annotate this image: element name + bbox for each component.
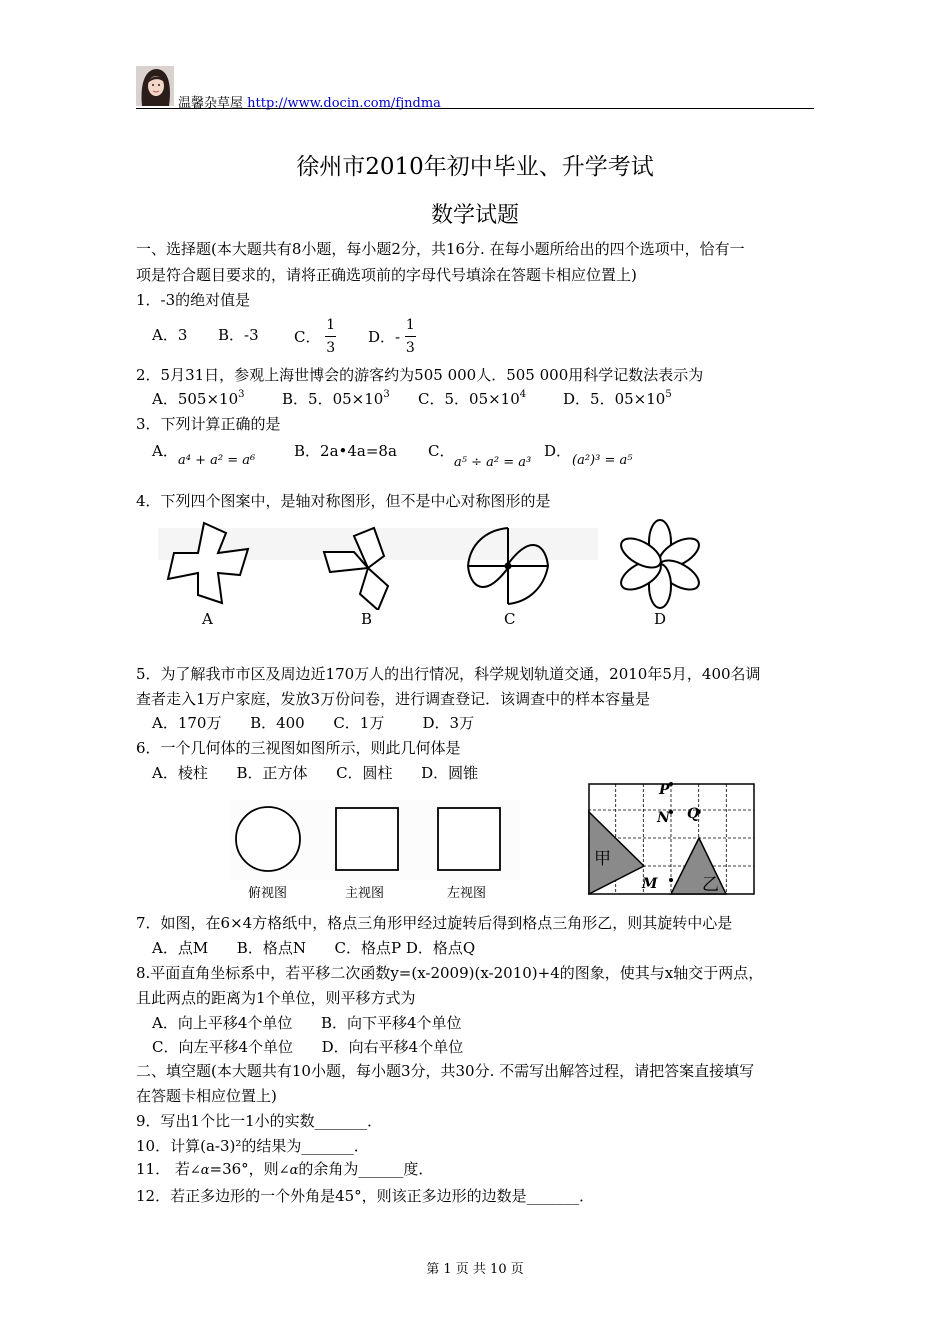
label-yi: 乙 <box>702 875 719 895</box>
q2-option-b <box>282 388 390 409</box>
q1-c-fraction <box>325 314 336 359</box>
q1-d-denominator: 3 <box>405 340 415 356</box>
label-jia: 甲 <box>594 849 611 869</box>
q1-c-denominator: 3 <box>326 340 336 356</box>
section2-intro-2: 在答题卡相应位置上) <box>136 1087 277 1105</box>
q7-grid-figure <box>588 782 756 900</box>
q11-angle2: ∠α <box>278 1163 299 1178</box>
figure-d <box>616 520 703 608</box>
q2-d-base: D．5．05×10 <box>563 390 666 408</box>
q4-label-a: A <box>202 610 213 628</box>
q1-c-numerator: 1 <box>325 314 336 337</box>
q2-a-base: A．505×10 <box>152 390 239 408</box>
point-p: P <box>659 782 670 798</box>
q3-d-expr: (a²)³ = a⁵ <box>572 453 633 468</box>
q1-option-a: A．3 <box>152 326 188 344</box>
q2-d-exp: 5 <box>665 389 672 400</box>
q8-line1: 8.平面直角坐标系中，若平移二次函数y=(x-2009)(x-2010)+4的图象，使其与x轴交于两点， <box>136 964 764 982</box>
q11-pre: 11． 若 <box>136 1160 190 1178</box>
point-n: N <box>657 810 670 826</box>
q7-stem: 7．如图，在6×4方格纸中，格点三角形甲经过旋转后得到格点三角形乙，则其旋转中心是 <box>136 914 733 932</box>
header-divider <box>136 108 814 109</box>
q2-option-a <box>152 388 245 409</box>
q4-label-c: C <box>504 610 516 628</box>
q4-figures-svg <box>158 516 718 610</box>
point-q: Q <box>687 806 700 822</box>
view-label-top: 俯视图 <box>248 886 288 901</box>
page-footer: 第 1 页 共 10 页 <box>426 1262 524 1277</box>
side-view-square <box>438 808 500 870</box>
q2-b-exp: 3 <box>383 389 390 400</box>
q11-mid: =36°，则 <box>209 1160 279 1178</box>
view-label-side: 左视图 <box>447 886 487 901</box>
q8-line2: 且此两点的距离为1个单位，则平移方式为 <box>136 989 416 1007</box>
q3-a-label: A． <box>152 442 178 460</box>
q3-option-b: B．2a•4a=8a <box>294 442 397 460</box>
q6-options: A．棱柱 B．正方体 C．圆柱 D．圆锥 <box>152 764 479 782</box>
q5-line2: 查者走入1万户家庭，发放3万份问卷，进行调查登记．该调查中的样本容量是 <box>136 690 651 708</box>
q6-stem: 6．一个几何体的三视图如图所示，则此几何体是 <box>136 739 461 757</box>
q1-d-fraction <box>405 314 416 359</box>
q11-post: 的余角为______度． <box>298 1160 434 1178</box>
section1-intro-1: 一、选择题(本大题共有8小题，每小题2分，共16分. 在每小题所给出的四个选项中，恰有一 <box>136 240 745 258</box>
q2-c-base: C．5．05×10 <box>418 390 520 408</box>
view-label-front: 主视图 <box>345 886 385 901</box>
header-link[interactable]: http://www.docin.com/fjndma <box>247 96 441 111</box>
q11 <box>136 1158 433 1179</box>
q1-c-label: C． <box>294 328 321 346</box>
q4-label-d: D <box>654 610 667 628</box>
front-view-square <box>336 808 398 870</box>
q10: 10．计算(a-3)²的结果为_______． <box>136 1137 369 1155</box>
q1-option-c <box>294 314 336 359</box>
point-m: M <box>642 876 658 892</box>
section1-intro-2: 项是符合题目要求的，请将正确选项前的字母代号填涂在答题卡相应位置上) <box>136 266 637 284</box>
q4-stem: 4．下列四个图案中，是轴对称图形，但不是中心对称图形的是 <box>136 492 551 510</box>
q2-option-d <box>563 388 672 409</box>
q3-d-label: D． <box>544 442 572 460</box>
q3-a-expr: a⁴ + a² = a⁶ <box>178 453 256 468</box>
q1-option-d <box>368 314 416 359</box>
q2-stem: 2．5月31日，参观上海世博会的游客约为505 000人．505 000用科学记数法表示为 <box>136 366 704 384</box>
q3-c-label: C． <box>428 442 455 460</box>
q1-d-label: D．- <box>368 328 401 346</box>
avatar <box>136 66 174 106</box>
page-subtitle: 数学试题 <box>430 203 519 228</box>
q5-line1: 5．为了解我市市区及周边近170万人的出行情况，科学规划轨道交通，2010年5月，400名调 <box>136 665 761 683</box>
q8-options-ab: A．向上平移4个单位 B．向下平移4个单位 <box>152 1014 462 1032</box>
q7-options: A．点M B．格点N C．格点P D．格点Q <box>152 939 476 957</box>
q8-options-cd: C．向左平移4个单位 D．向右平移4个单位 <box>152 1038 464 1056</box>
page-title: 徐州市2010年初中毕业、升学考试 <box>296 154 654 180</box>
q1-option-b: B．-3 <box>218 326 259 344</box>
q2-b-base: B．5．05×10 <box>282 390 384 408</box>
q5-options: A．170万 B．400 C．1万 D．3万 <box>152 714 475 732</box>
q11-angle1: ∠α <box>189 1163 210 1178</box>
q9: 9．写出1个比一1小的实数_______． <box>136 1112 383 1130</box>
q2-a-exp: 3 <box>238 389 245 400</box>
q1-d-numerator: 1 <box>405 314 416 337</box>
top-view-circle <box>236 807 300 871</box>
q2-option-c <box>418 388 526 409</box>
q6-views-svg <box>230 800 520 880</box>
q2-c-exp: 4 <box>519 389 527 400</box>
q7-grid-svg <box>588 782 756 896</box>
q1-stem: 1．-3的绝对值是 <box>136 291 251 309</box>
q3-stem: 3．下列计算正确的是 <box>136 415 281 433</box>
q12: 12．若正多边形的一个外角是45°，则该正多边形的边数是_______． <box>136 1187 595 1205</box>
section2-intro-1: 二、填空题(本大题共有10小题，每小题3分，共30分. 不需写出解答过程，请把答案直接填写 <box>136 1062 755 1080</box>
q3-c-expr: a⁵ ÷ a² = a³ <box>454 455 532 470</box>
site-name: 温馨杂草屋 <box>178 96 244 111</box>
q4-figures <box>158 516 718 614</box>
q6-views <box>230 800 520 884</box>
q4-label-b: B <box>361 610 373 628</box>
